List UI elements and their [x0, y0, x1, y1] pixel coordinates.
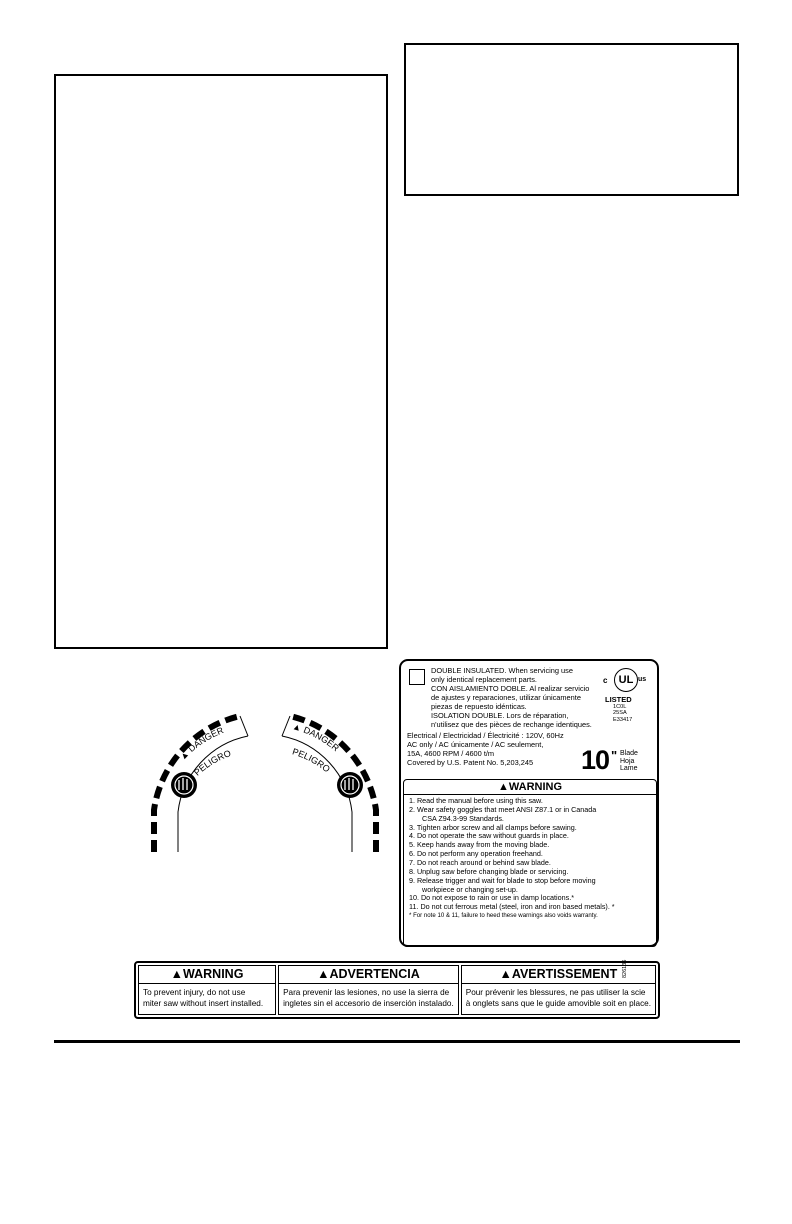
ul-logo-icon: UL: [614, 668, 638, 692]
part-number: 826136: [622, 959, 628, 978]
insert-warning-french: ▲AVERTISSEMENT Pour prévenir les blessures, ne pas utiliser la scie à onglets sans que le guide amovible soit en place.: [461, 965, 656, 1015]
left-guard-label: [154, 716, 248, 852]
warning-triangle-icon: ▲: [497, 781, 509, 793]
guard-danger-labels: [140, 700, 390, 860]
insert-warning-english: ▲WARNING To prevent injury, do not use miter saw without insert installed.: [138, 965, 276, 1015]
danger-text-right: ▲ DANGER: [291, 721, 341, 754]
warning-triangle-icon: ▲: [499, 967, 512, 981]
blade-size-unit: ": [611, 748, 618, 763]
saw-warning-list: 1. Read the manual before using this saw. 2. Wear safety goggles that meet ANSI Z87.1 or in Canada CSA Z94.3-99 Standards. 3. Tighten arbor screw and all clamps before sawing. 4. Do not operate the saw without guards in place. 5. Keep hands away from the moving blade. 6. Do not perform any operation freehand. 7. Do not reach around or behind saw blade. 8. Unplug saw before changing blade or servicing. 9. Release trigger and wait for blade to stop before moving workpiece or changing set-up. 10. Do not expose to rain or use in damp locations.* 11. Do not cut ferrous metal (steel, iron and iron based metals). * * For note 10 & 11, failure to heed these warnings also voids warranty.: [409, 796, 615, 920]
saw-nameplate-label: [399, 659, 659, 978]
danger-text-left: ▲ DANGER: [177, 725, 225, 762]
blade-words: Blade Hoja Lame: [620, 750, 638, 773]
electrical-ratings: Electrical / Electricidad / Électricité : 120V, 60Hz AC only / AC únicamente / AC seulement, 15A, 4600 RPM / 4600 t/m Covered by U.S. Patent No. 5,203,245: [407, 731, 564, 768]
saw-warning-title: ▲WARNING: [404, 780, 656, 795]
warning-triangle-icon: ▲: [170, 967, 183, 981]
double-insulated-text: DOUBLE INSULATED. When servicing use only identical replacement parts. CON AISLAMIENTO DOBLE. Al realizar servicio de ajustes y reparaciones, utilizar únicamente piezas de repuesto idénticas. ISOLATION DOUBLE. Lors de réparation, n'utilisez que des pièces de rechange identiques.: [431, 666, 592, 730]
footer-rule: [54, 1040, 740, 1043]
insert-warning-spanish: ▲ADVERTENCIA Para prevenir las lesiones, no use la sierra de ingletes sin el accesorio de inserción instalado.: [278, 965, 459, 1015]
ul-listed-mark: c UL us LISTED 1C0L 25SA E33417: [599, 666, 655, 724]
right-guard-label: [282, 716, 376, 852]
warning-triangle-icon: ▲: [317, 967, 330, 981]
double-insulated-icon: [409, 669, 425, 685]
insert-warning-label: [134, 961, 660, 1019]
svg-text:PELIGRO: [291, 746, 332, 774]
right-content-box: [404, 43, 739, 196]
peligro-text-right: PELIGRO: [291, 746, 332, 775]
left-content-box: [54, 74, 388, 649]
blade-size: 10: [581, 745, 610, 775]
saw-warning-block: [403, 779, 657, 978]
peligro-text-left: PELIGRO: [192, 747, 233, 778]
